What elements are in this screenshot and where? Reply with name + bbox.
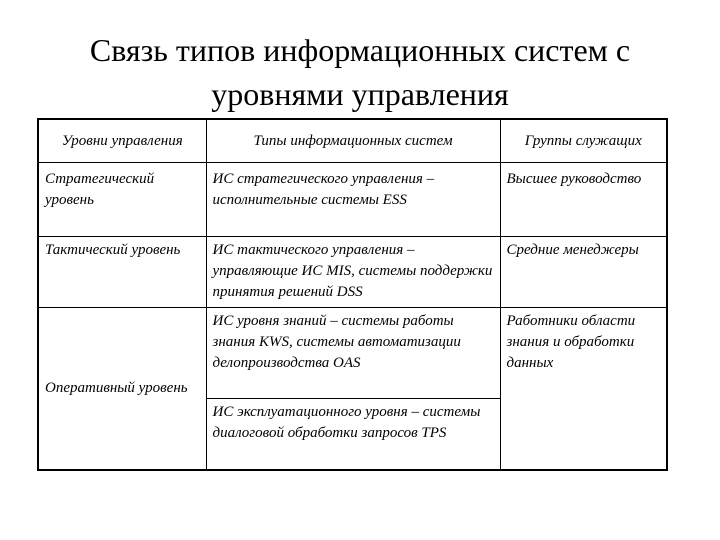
table-header-row xyxy=(38,119,667,163)
levels-table xyxy=(37,118,668,471)
table-row xyxy=(38,163,667,237)
title-line-2: уровнями управления xyxy=(211,76,509,112)
table-row xyxy=(38,237,667,308)
cell-level-operational: Оперативный уровень xyxy=(38,308,206,471)
header-levels: Уровни управления xyxy=(38,119,206,163)
cell-group-top-management: Высшее руководство xyxy=(500,163,667,237)
cell-type-ess: ИС стратегического управления – исполнительные системы ESS xyxy=(206,163,500,237)
cell-type-tps: ИС эксплуатационного уровня – системы диалоговой обработки запросов TPS xyxy=(206,399,500,471)
cell-level-tactical: Тактический уровень xyxy=(38,237,206,308)
cell-group-knowledge-workers: Работники области знания и обработки данных xyxy=(500,308,667,471)
cell-group-middle-managers: Средние менеджеры xyxy=(500,237,667,308)
title-line-1: Связь типов информационных систем с xyxy=(89,32,631,68)
cell-type-kws-oas: ИС уровня знаний – системы работы знания KWS, системы автоматизации делопроизводства OAS xyxy=(206,308,500,399)
header-employee-groups: Группы служащих xyxy=(500,119,667,163)
cell-type-mis-dss: ИС тактического управления – управляющие ИС MIS, системы поддержки принятия решений DSS xyxy=(206,237,500,308)
table-row xyxy=(38,308,667,399)
header-system-types: Типы информационных систем xyxy=(206,119,500,163)
page-title xyxy=(0,28,720,116)
cell-level-strategic: Стратегический уровень xyxy=(38,163,206,237)
